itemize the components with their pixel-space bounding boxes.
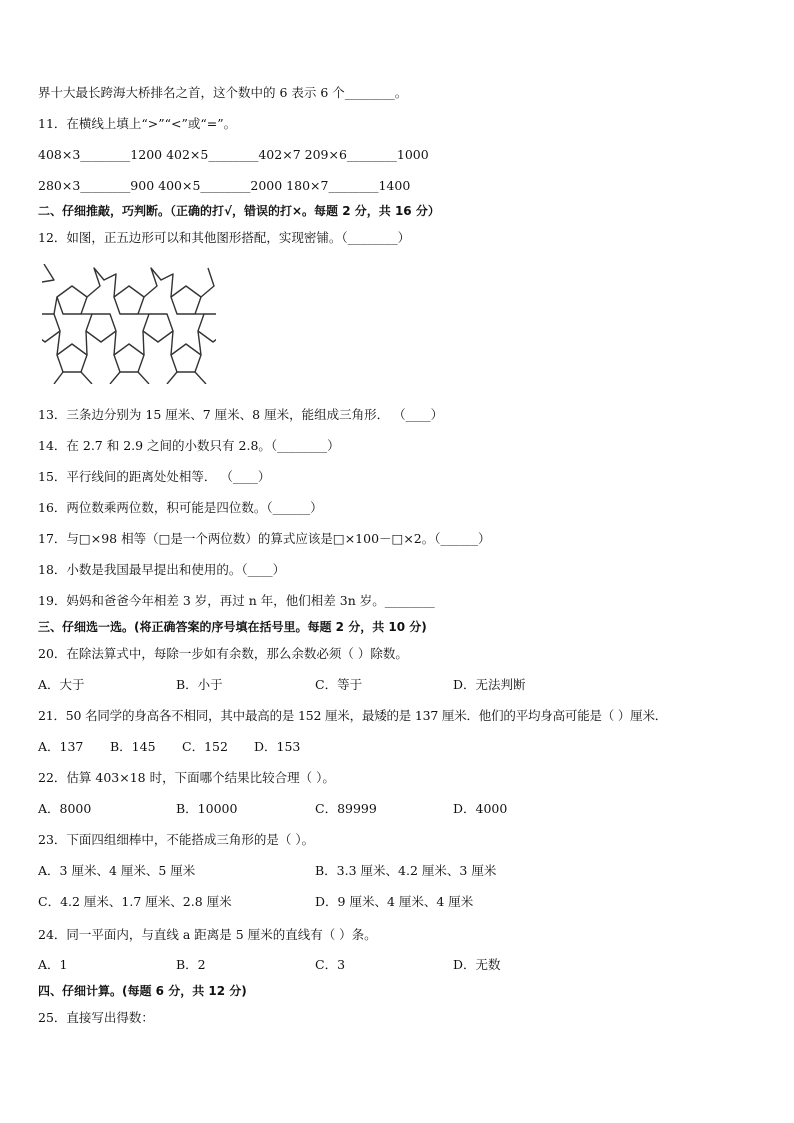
q20-option-d: D．无法判断 [453, 677, 526, 692]
question-11-row-2: 280×3________900 400×5________2000 180×7________1400 [38, 178, 411, 193]
section-4-heading: 四、仔细计算。(每题 6 分，共 12 分) [38, 984, 247, 998]
q24-option-d: D．无数 [453, 957, 501, 972]
question-15: 15．平行线间的距离处处相等． （____） [38, 469, 271, 484]
q22-option-d: D．4000 [453, 801, 508, 816]
pentagon-tessellation-figure [42, 264, 216, 384]
q23-option-a: A．3 厘米、4 厘米、5 厘米 [38, 863, 196, 878]
q21-option-a: A．137 [38, 739, 84, 754]
question-19: 19．妈妈和爸爸今年相差 3 岁，再过 n 年，他们相差 3n 岁。________ [38, 593, 435, 608]
question-20: 20．在除法算式中，每除一步如有余数，那么余数必须（ ）除数。 [38, 646, 408, 661]
q20-option-a: A．大于 [38, 677, 85, 692]
q21-option-b: B．145 [110, 739, 156, 754]
q23-option-b: B．3.3 厘米、4.2 厘米、3 厘米 [315, 863, 497, 878]
question-12: 12．如图，正五边形可以和其他图形搭配，实现密铺。（________） [38, 230, 411, 245]
q22-option-b: B．10000 [176, 801, 238, 816]
line-place-value: 界十大最长跨海大桥排名之首，这个数中的 6 表示 6 个________。 [38, 85, 408, 100]
q24-option-a: A．1 [38, 957, 68, 972]
question-17: 17．与□×98 相等（□是一个两位数）的算式应该是□×100－□×2。（______） [38, 531, 491, 546]
q23-option-c: C．4.2 厘米、1.7 厘米、2.8 厘米 [38, 894, 232, 909]
question-21: 21．50 名同学的身高各不相同，其中最高的是 152 厘米，最矮的是 137 厘米．他们的平均身高可能是（ ）厘米． [38, 708, 668, 723]
q24-option-c: C．3 [315, 957, 346, 972]
question-14: 14．在 2.7 和 2.9 之间的小数只有 2.8。（________） [38, 438, 340, 453]
question-16: 16．两位数乘两位数，积可能是四位数。（______） [38, 500, 323, 515]
q23-option-d: D．9 厘米、4 厘米、4 厘米 [315, 894, 474, 909]
q21-option-d: D．153 [254, 739, 301, 754]
question-13: 13．三条边分别为 15 厘米、7 厘米、8 厘米，能组成三角形． （____） [38, 407, 444, 422]
q22-option-a: A．8000 [38, 801, 92, 816]
question-11: 11．在横线上填上“>”“<”或“=”。 [38, 116, 237, 131]
section-2-heading: 二、仔细推敲，巧判断。（正确的打√，错误的打×。每题 2 分，共 16 分） [38, 204, 440, 218]
q21-option-c: C．152 [182, 739, 228, 754]
question-11-row-1: 408×3________1200 402×5________402×7 209×6________1000 [38, 147, 429, 162]
q20-option-b: B．小于 [176, 677, 223, 692]
question-18: 18．小数是我国最早提出和使用的。（____） [38, 562, 286, 577]
q24-option-b: B．2 [176, 957, 206, 972]
question-22: 22．估算 403×18 时，下面哪个结果比较合理（ ）。 [38, 770, 335, 785]
q22-option-c: C．89999 [315, 801, 377, 816]
section-3-heading: 三、仔细选一选。(将正确答案的序号填在括号里。每题 2 分，共 10 分) [38, 620, 427, 634]
question-25: 25．直接写出得数： [38, 1010, 154, 1025]
question-23: 23．下面四组细棒中，不能搭成三角形的是（ ）。 [38, 832, 315, 847]
question-24: 24．同一平面内，与直线 a 距离是 5 厘米的直线有（ ）条。 [38, 927, 377, 942]
q20-option-c: C．等于 [315, 677, 363, 692]
